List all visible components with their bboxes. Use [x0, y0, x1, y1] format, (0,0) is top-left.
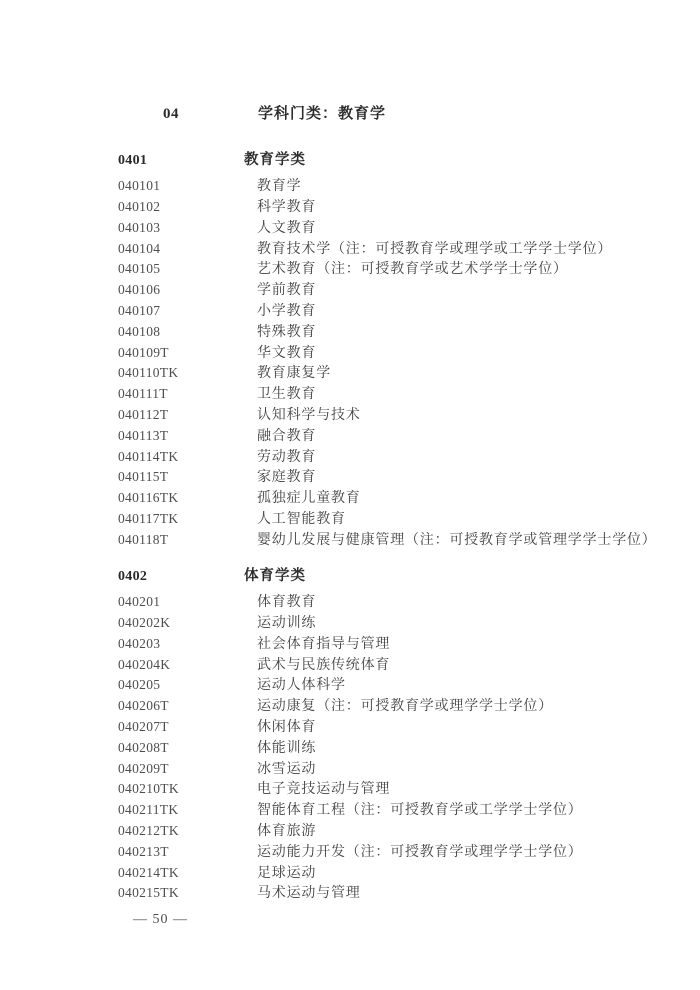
- major-code: 040211TK: [118, 802, 179, 818]
- major-row: [118, 759, 583, 780]
- major-row: [118, 800, 583, 821]
- major-code: 040106: [118, 282, 161, 298]
- major-code: 040109T: [118, 344, 169, 360]
- major-code: 040209T: [118, 760, 169, 776]
- major-row: [118, 821, 583, 842]
- category-header: [163, 104, 386, 125]
- major-name: 人文教育: [257, 220, 317, 236]
- major-code: 040206T: [118, 698, 169, 714]
- major-name: 人工智能教育: [257, 512, 346, 528]
- major-code: 040212TK: [118, 823, 179, 839]
- major-code: 040204K: [118, 656, 171, 672]
- major-row: [118, 239, 657, 260]
- major-row: [118, 384, 657, 405]
- major-code: 040210TK: [118, 781, 179, 797]
- major-row: [118, 343, 657, 364]
- major-code: 040118T: [118, 531, 169, 547]
- major-name: 休闲体育: [257, 720, 317, 736]
- page-number: — 50 —: [133, 912, 188, 927]
- major-code: 040202K: [118, 615, 171, 631]
- section-code: 0401: [118, 153, 148, 168]
- major-row: [118, 197, 657, 218]
- major-name: 艺术教育（注：可授教育学或艺术学学士学位）: [257, 262, 568, 278]
- major-code: 040203: [118, 635, 161, 651]
- major-name: 融合教育: [257, 428, 317, 444]
- major-code: 040110TK: [118, 365, 179, 381]
- major-row: [118, 363, 657, 384]
- major-name: 冰雪运动: [257, 761, 317, 777]
- category-title: 学科门类：教育学: [258, 106, 387, 122]
- major-name: 社会体育指导与管理: [257, 636, 391, 652]
- major-name: 华文教育: [257, 345, 317, 361]
- major-code: 040108: [118, 323, 161, 339]
- major-code: 040105: [118, 261, 161, 277]
- major-name: 运动训练: [257, 616, 317, 632]
- section-header-row: [118, 566, 583, 587]
- major-row: [118, 426, 657, 447]
- major-name: 认知科学与技术: [257, 408, 361, 424]
- major-name: 劳动教育: [257, 449, 317, 465]
- major-row: [118, 447, 657, 468]
- major-row: [118, 322, 657, 343]
- major-row: [118, 488, 657, 509]
- major-name: 孤独症儿童教育: [257, 491, 361, 507]
- major-code: 040208T: [118, 739, 169, 755]
- major-code: 040104: [118, 240, 161, 256]
- major-code: 040112T: [118, 407, 169, 423]
- section-header-row: [118, 150, 657, 171]
- major-name: 科学教育: [257, 200, 317, 216]
- major-code: 040215TK: [118, 885, 179, 901]
- major-code: 040201: [118, 594, 161, 610]
- major-name: 武术与民族传统体育: [257, 657, 391, 673]
- major-name: 教育学: [257, 179, 302, 195]
- category-code: 04: [163, 106, 179, 122]
- major-code: 040117TK: [118, 511, 179, 527]
- major-row: [118, 509, 657, 530]
- major-name: 学前教育: [257, 283, 317, 299]
- major-name: 婴幼儿发展与健康管理（注：可授教育学或管理学学士学位）: [257, 532, 657, 548]
- major-code: 040107: [118, 303, 161, 319]
- major-row: [118, 696, 583, 717]
- section-name: 教育学类: [244, 152, 306, 168]
- major-row: [118, 655, 583, 676]
- major-code: 040103: [118, 219, 161, 235]
- major-name: 体能训练: [257, 740, 317, 756]
- major-row: [118, 467, 657, 488]
- major-name: 家庭教育: [257, 470, 317, 486]
- major-name: 卫生教育: [257, 387, 317, 403]
- major-name: 教育技术学（注：可授教育学或理学或工学学士学位）: [257, 241, 613, 257]
- major-name: 体育旅游: [257, 824, 317, 840]
- major-row: [118, 738, 583, 759]
- major-code: 040205: [118, 677, 161, 693]
- major-row: [118, 675, 583, 696]
- major-code: 040113T: [118, 427, 169, 443]
- major-code: 040207T: [118, 719, 169, 735]
- major-name: 足球运动: [257, 865, 317, 881]
- major-name: 运动人体科学: [257, 678, 346, 694]
- major-row: [118, 613, 583, 634]
- major-name: 马术运动与管理: [257, 886, 361, 902]
- section-name: 体育学类: [244, 568, 306, 584]
- major-row: [118, 842, 583, 863]
- major-name: 智能体育工程（注：可授教育学或工学学士学位）: [257, 803, 583, 819]
- major-name: 特殊教育: [257, 324, 317, 340]
- major-row: [118, 883, 583, 904]
- major-name: 小学教育: [257, 304, 317, 320]
- major-name: 教育康复学: [257, 366, 331, 382]
- major-code: 040114TK: [118, 448, 179, 464]
- major-row: [118, 779, 583, 800]
- major-row: [118, 863, 583, 884]
- major-row: [118, 717, 583, 738]
- major-row: [118, 592, 583, 613]
- major-row: [118, 530, 657, 551]
- section-code: 0402: [118, 569, 148, 584]
- major-code: 040115T: [118, 469, 169, 485]
- major-code: 040102: [118, 199, 161, 215]
- major-row: [118, 176, 657, 197]
- major-row: [118, 405, 657, 426]
- major-name: 运动能力开发（注：可授教育学或理学学士学位）: [257, 844, 583, 860]
- discipline-section-0401: [118, 150, 657, 551]
- major-name: 运动康复（注：可授教育学或理学学士学位）: [257, 699, 553, 715]
- major-code: 040116TK: [118, 490, 179, 506]
- discipline-section-0402: [118, 566, 583, 904]
- major-name: 体育教育: [257, 595, 317, 611]
- major-code: 040213T: [118, 843, 169, 859]
- major-code: 040101: [118, 178, 161, 194]
- major-row: [118, 218, 657, 239]
- major-code: 040214TK: [118, 864, 179, 880]
- major-name: 电子竞技运动与管理: [257, 782, 391, 798]
- major-row: [118, 259, 657, 280]
- major-row: [118, 301, 657, 322]
- major-row: [118, 280, 657, 301]
- major-row: [118, 634, 583, 655]
- major-code: 040111T: [118, 386, 168, 402]
